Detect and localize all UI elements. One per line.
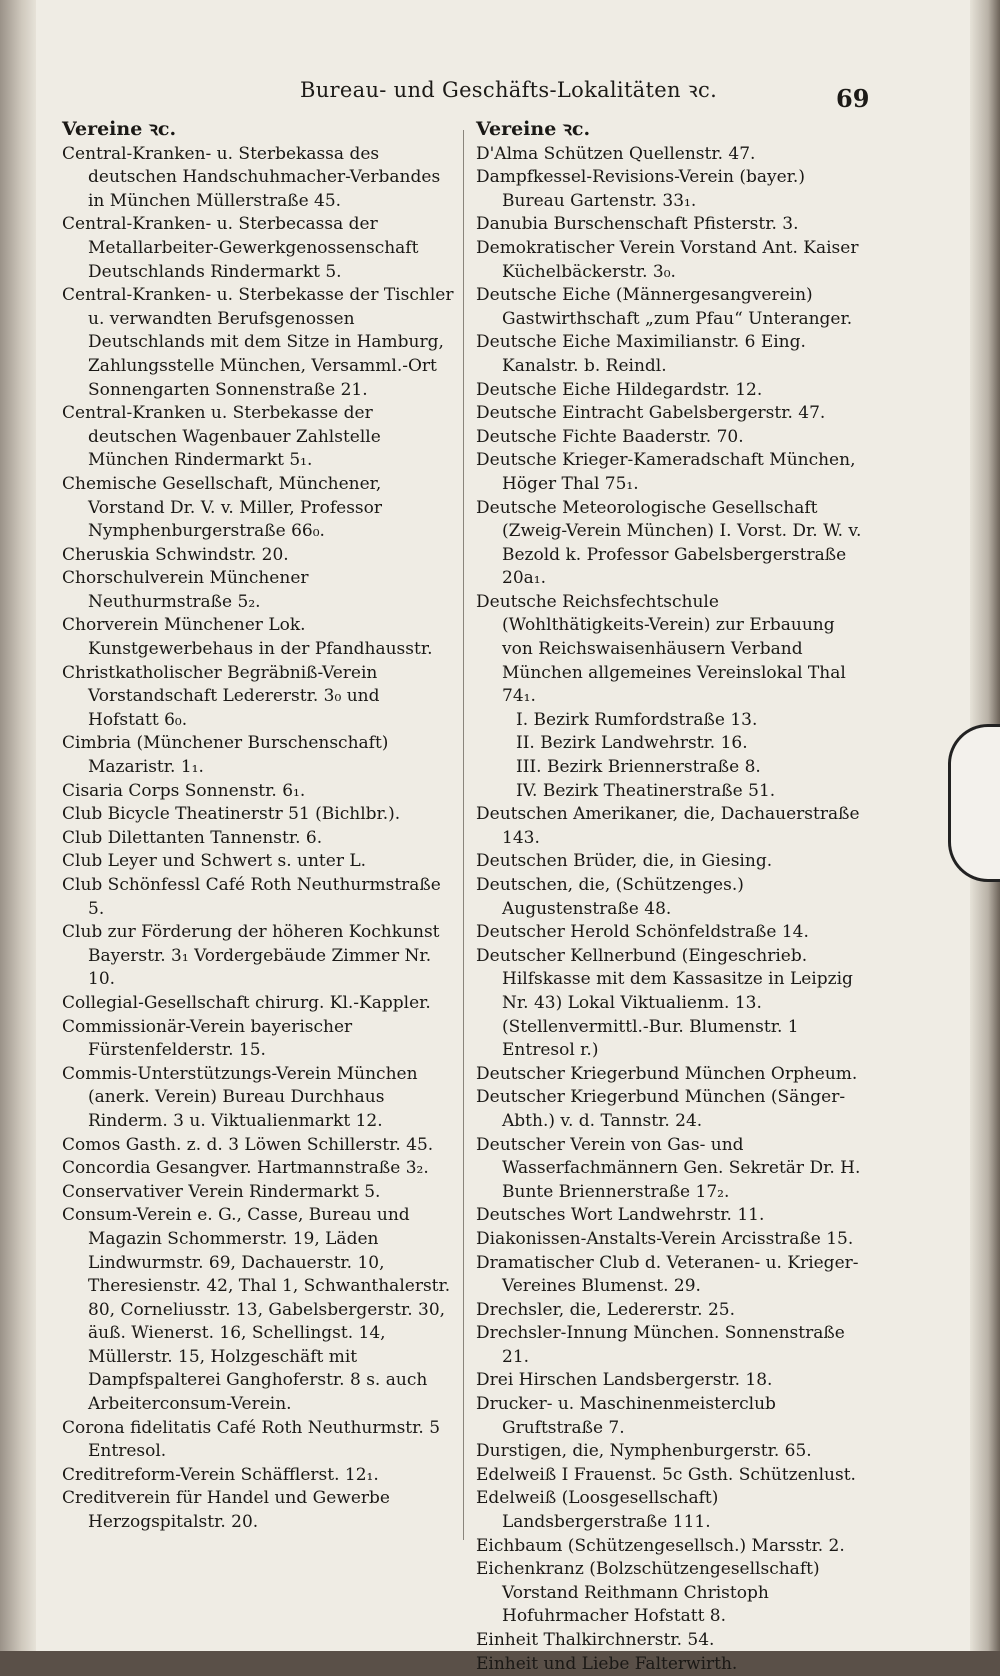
list-entry: Deutsche Eiche Maximilianstr. 6 Eing. Kanalstr. b. Reindl.: [476, 332, 806, 376]
list-entry: Eichbaum (Schützengesellsch.) Marsstr. 2.: [476, 1535, 845, 1556]
list-entry: Deutsche Eintracht Gabelsbergerstr. 47.: [476, 403, 826, 424]
list-sub-entry: IV. Bezirk Theatinerstraße 51.: [516, 780, 776, 801]
list-entry: Deutschen Brüder, die, in Giesing.: [476, 851, 773, 872]
list-entry: Consum-Verein e. G., Casse, Bureau und Magazin Schommerstr. 19, Läden Lindwurmstr. 69, Dachauerstr. 10, Theresienstr. 42, Thal 1, Schwanthalerstr. 80, Corneliusstr. 13, Gabelsbergerstr. 30, äuß. Wienerst. 16, Schellingst. 14, Müllerstr. 15, Holzgeschäft mit Dampfspalterei Ganghoferstr. 8 s. auch Arbeiterconsum-Verein.: [62, 1205, 451, 1415]
list-entry: Creditreform-Verein Schäfflerst. 12₁.: [62, 1464, 379, 1485]
list-entry: Einheit Thalkirchnerstr. 54.: [476, 1630, 715, 1650]
list-entry: Cimbria (Münchener Burschenschaft) Mazaristr. 1₁.: [62, 733, 389, 778]
left-column: [62, 118, 454, 1535]
list-entry: Cheruskia Schwindstr. 20.: [62, 544, 289, 565]
page-tab-marker: [948, 724, 1000, 882]
list-entry: Central-Kranken u. Sterbekasse der deutschen Wagenbauer Zahlstelle München Rindermarkt 5₁.: [62, 403, 381, 471]
list-entry: Central-Kranken- u. Sterbekassa des deutschen Handschuhmacher-Verbandes in München Müllerstraße 45.: [62, 143, 441, 211]
list-entry: Club Dilettanten Tannenstr. 6.: [62, 827, 323, 848]
list-entry: Collegial-Gesellschaft chirurg. Kl.-Kappler.: [62, 992, 431, 1013]
list-entry: Chorverein Münchener Lok. Kunstgewerbehaus in der Pfandhausstr.: [62, 615, 433, 660]
list-entry: Dramatischer Club d. Veteranen- u. Krieger-Vereines Blumenst. 29.: [476, 1252, 859, 1297]
list-entry: Deutscher Kriegerbund München (Sänger-Abth.) v. d. Tannstr. 24.: [476, 1087, 846, 1131]
list-entry: Deutsche Meteorologische Gesellschaft (Zweig-Verein München) I. Vorst. Dr. W. v. Bezold k. Professor Gabelsbergerstraße 20a₁.: [476, 497, 862, 589]
list-entry: Club Leyer und Schwert s. unter L.: [62, 851, 367, 872]
list-entry: Club zur Förderung der höheren Kochkunst Bayerstr. 3₁ Vordergebäude Zimmer Nr. 10.: [62, 922, 440, 990]
list-entry: Deutscher Herold Schönfeldstraße 14.: [476, 922, 809, 943]
list-entry: Drechsler, die, Ledererstr. 25.: [476, 1299, 736, 1320]
list-entry: Central-Kranken- u. Sterbecassa der Metallarbeiter-Gewerkgenossenschaft Deutschlands Rindermarkt 5.: [62, 214, 419, 282]
column-divider: [463, 130, 464, 1540]
list-entry: Christkatholischer Begräbniß-Verein Vorstandschaft Ledererstr. 3₀ und Hofstatt 6₀.: [62, 662, 380, 730]
list-entry: Deutsche Reichsfechtschule (Wohlthätigkeits-Verein) zur Erbauung von Reichswaisenhäusern Verband München allgemeines Vereinslokal Thal 74₁.: [476, 591, 846, 707]
list-entry: Drechsler-Innung München. Sonnenstraße 21.: [476, 1323, 845, 1367]
list-entry: Club Schönfessl Café Roth Neuthurmstraße 5.: [62, 875, 441, 919]
list-entry: Deutscher Kriegerbund München Orpheum.: [476, 1063, 858, 1084]
list-entry: Commis-Unterstützungs-Verein München (anerk. Verein) Bureau Durchhaus Rinderm. 3 u. Viktualienmarkt 12.: [62, 1063, 418, 1131]
list-entry: Concordia Gesangver. Hartmannstraße 3₂.: [62, 1158, 429, 1179]
list-entry: Danubia Burschenschaft Pfisterstr. 3.: [476, 214, 799, 235]
list-entry: Comos Gasth. z. d. 3 Löwen Schillerstr. 45.: [62, 1134, 434, 1155]
page-number: 69: [836, 84, 870, 113]
list-entry: Drucker- u. Maschinenmeisterclub Gruftstraße 7.: [476, 1394, 776, 1438]
list-entry: D'Alma Schützen Quellenstr. 47.: [476, 143, 756, 164]
left-column-heading: Vereine ꝛc.: [62, 118, 177, 140]
list-sub-entry: II. Bezirk Landwehrstr. 16.: [516, 733, 748, 754]
list-entry: Central-Kranken- u. Sterbekasse der Tischler u. verwandten Berufsgenossen Deutschlands mit dem Sitze in Hamburg, Zahlungsstelle München, Versamml.-Ort Sonnengarten Sonnenstraße 21.: [62, 285, 454, 400]
page-gutter: [0, 0, 36, 1651]
list-entry: Corona fidelitatis Café Roth Neuthurmstr. 5 Entresol.: [62, 1417, 441, 1462]
list-entry: Deutsche Krieger-Kameradschaft München, Höger Thal 75₁.: [476, 450, 856, 494]
list-entry: Deutsche Eiche Hildegardstr. 12.: [476, 379, 763, 400]
list-entry: Chorschulverein Münchener Neuthurmstraße 5₂.: [62, 568, 309, 612]
list-entry: Diakonissen-Anstalts-Verein Arcisstraße 15.: [476, 1228, 854, 1249]
list-entry: Commissionär-Verein bayerischer Fürstenfelderstr. 15.: [62, 1016, 353, 1061]
list-entry: Eichenkranz (Bolzschützengesellschaft) Vorstand Reithmann Christoph Hofuhrmacher Hofstatt 8.: [476, 1559, 820, 1627]
list-entry: Einheit und Liebe Falterwirth.: [476, 1653, 738, 1674]
list-entry: Edelweiß I Frauenst. 5c Gsth. Schützenlust.: [476, 1464, 856, 1485]
list-entry: Creditverein für Handel und Gewerbe Herzogspitalstr. 20.: [62, 1488, 390, 1533]
list-sub-entry: III. Bezirk Briennerstraße 8.: [516, 757, 761, 778]
list-entry: Durstigen, die, Nymphenburgerstr. 65.: [476, 1441, 812, 1462]
list-entry: Deutschen Amerikaner, die, Dachauerstraße 143.: [476, 804, 860, 848]
list-entry: Club Bicycle Theatinerstr 51 (Bichlbr.).: [62, 804, 401, 825]
list-entry: Deutsches Wort Landwehrstr. 11.: [476, 1205, 765, 1226]
right-column: [476, 118, 868, 1676]
list-entry: Deutscher Kellnerbund (Eingeschrieb. Hilfskasse mit dem Kassasitze in Leipzig Nr. 43) Lokal Viktualienm. 13. (Stellenvermittl.-Bur. Blumenstr. 1 Entresol r.): [476, 945, 853, 1061]
list-entry: Drei Hirschen Landsbergerstr. 18.: [476, 1370, 773, 1391]
list-sub-entry: I. Bezirk Rumfordstraße 13.: [516, 709, 758, 730]
list-entry: Deutsche Fichte Baaderstr. 70.: [476, 426, 744, 447]
list-entry: Dampfkessel-Revisions-Verein (bayer.) Bureau Gartenstr. 33₁.: [476, 167, 805, 211]
running-title: Bureau- und Geschäfts-Lokalitäten ꝛc.: [300, 78, 718, 102]
right-column-heading: Vereine ꝛc.: [476, 118, 591, 140]
list-entry: Deutscher Verein von Gas- und Wasserfachmännern Gen. Sekretär Dr. H. Bunte Briennerstraße 17₂.: [476, 1134, 861, 1202]
list-entry: Conservativer Verein Rindermarkt 5.: [62, 1181, 381, 1202]
list-entry: Demokratischer Verein Vorstand Ant. Kaiser Küchelbäckerstr. 3₀.: [476, 237, 859, 282]
list-entry: Deutschen, die, (Schützenges.) Augustenstraße 48.: [476, 875, 744, 919]
list-entry: Chemische Gesellschaft, Münchener, Vorstand Dr. V. v. Miller, Professor Nymphenburgerstraße 66₀.: [62, 473, 383, 542]
list-entry: Cisaria Corps Sonnenstr. 6₁.: [62, 780, 306, 801]
list-entry: Edelweiß (Loosgesellschaft) Landsbergerstraße 111.: [476, 1488, 719, 1533]
list-entry: Deutsche Eiche (Männergesangverein) Gastwirthschaft „zum Pfau“ Unteranger.: [476, 285, 853, 329]
